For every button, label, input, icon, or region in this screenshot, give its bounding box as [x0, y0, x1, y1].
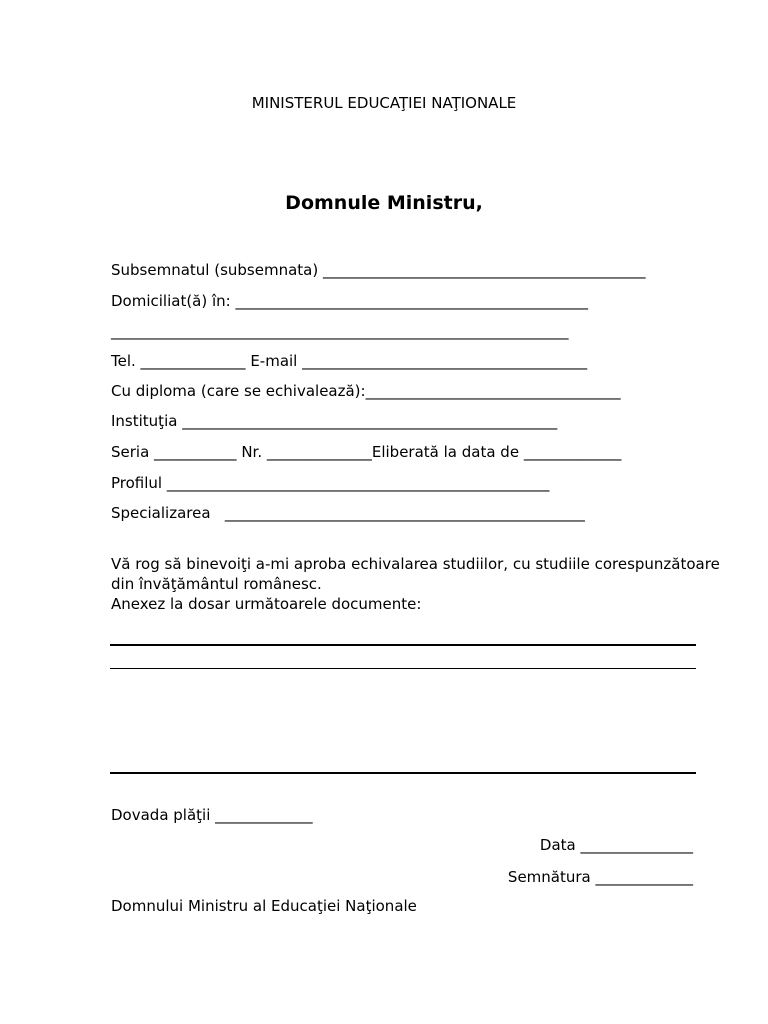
specialization-field-line: Specializarea ________________________________________________	[111, 504, 585, 522]
domicile-continuation-line: _____________________________________________________________	[111, 322, 569, 340]
attachments-rule-2	[110, 668, 696, 669]
ministry-header: MINISTERUL EDUCAŢIEI NAŢIONALE	[251, 94, 517, 112]
signature-line: Semnătura _____________	[507, 868, 693, 886]
attachments-rule-3	[110, 772, 696, 774]
name-field-line: Subsemnatul (subsemnata) ___________________________________________	[111, 261, 646, 279]
request-text-line-2: din învăţământul românesc.	[111, 575, 322, 593]
attachments-intro: Anexez la dosar următoarele documente:	[111, 595, 422, 613]
addressee-line: Domnului Ministru al Educaţiei Naţionale	[111, 897, 417, 915]
institution-field-line: Instituţia __________________________________________________	[111, 412, 558, 430]
attachments-rule-1	[110, 644, 696, 646]
series-number-date-field-line: Seria ___________ Nr. ______________Eliberată la data de _____________	[111, 443, 622, 461]
profile-field-line: Profilul ___________________________________________________	[111, 474, 550, 492]
date-line: Data _______________	[539, 836, 693, 854]
salutation: Domnule Ministru,	[285, 192, 483, 214]
phone-email-field-line: Tel. ______________ E-mail ______________________________________	[111, 352, 588, 370]
payment-proof-line: Dovada plăţii _____________	[111, 806, 313, 824]
diploma-field-line: Cu diploma (care se echivalează):__________________________________	[111, 382, 621, 400]
domicile-field-line: Domiciliat(ă) în: _______________________________________________	[111, 292, 588, 310]
request-text-line-1: Vă rog să binevoiţi a-mi aproba echivalarea studiilor, cu studiile corespunzătoare	[111, 555, 720, 573]
